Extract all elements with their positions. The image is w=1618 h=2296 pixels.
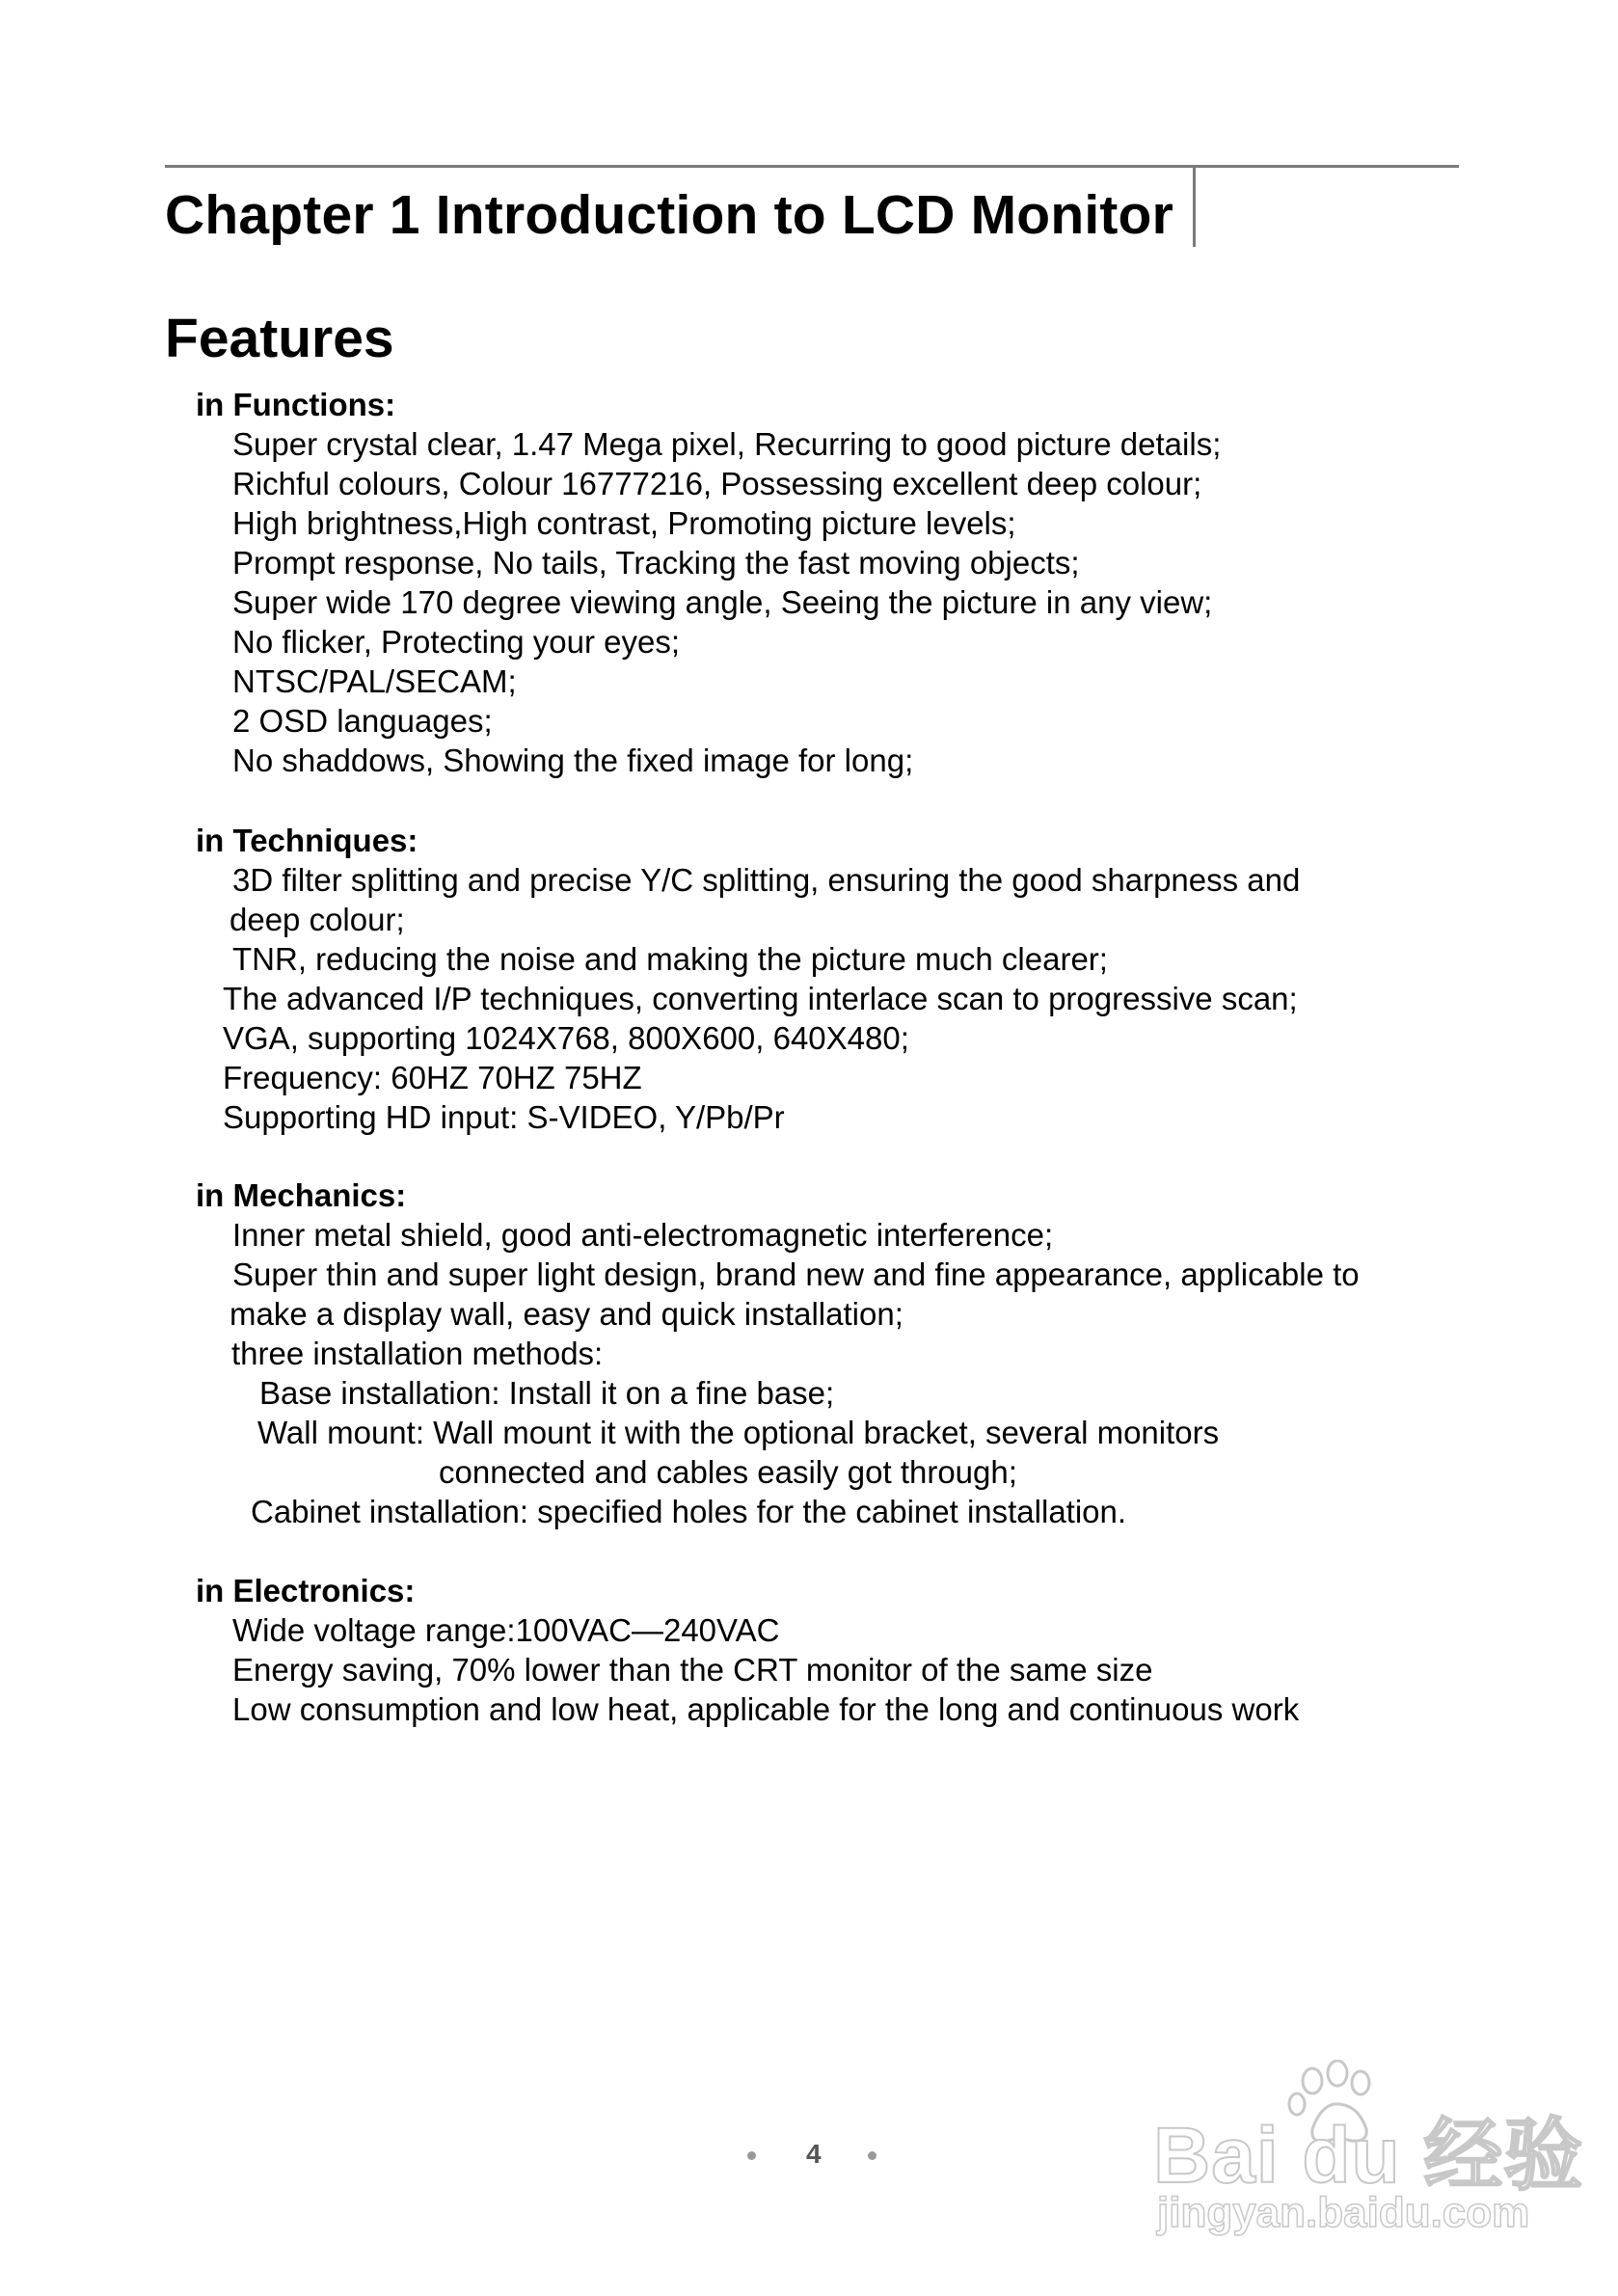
page-number: 4 (806, 2139, 822, 2169)
list-item: Wide voltage range:100VAC—240VAC (232, 1612, 780, 1648)
list-item: TNR, reducing the noise and making the picture much clearer; (232, 941, 1108, 977)
list-item: Energy saving, 70% lower than the CRT monitor of the same size (232, 1652, 1153, 1688)
list-item: Prompt response, No tails, Tracking the fast moving objects; (232, 545, 1080, 581)
section-heading-mechanics: in Mechanics: (196, 1177, 407, 1213)
list-item: Frequency: 60HZ 70HZ 75HZ (223, 1060, 642, 1095)
list-item: No shaddows, Showing the fixed image for long; (232, 743, 914, 778)
list-item: Low consumption and low heat, applicable for the long and continuous work (232, 1691, 1300, 1727)
list-item: No flicker, Protecting your eyes; (232, 624, 681, 660)
list-item: Cabinet installation: specified holes for the cabinet installation. (251, 1494, 1127, 1529)
watermark-url: jingyan.baidu.com (1157, 2189, 1530, 2236)
section-heading-electronics: in Electronics: (196, 1573, 416, 1608)
list-item: Richful colours, Colour 16777216, Possessing excellent deep colour; (232, 466, 1202, 501)
list-item: NTSC/PAL/SECAM; (232, 663, 517, 699)
list-item: Wall mount: Wall mount it with the optional bracket, several monitors (257, 1415, 1220, 1450)
page-dot-right (868, 2151, 876, 2160)
features-heading: Features (165, 308, 394, 369)
list-item: make a display wall, easy and quick installation; (229, 1296, 903, 1332)
list-item: 2 OSD languages; (232, 703, 493, 739)
list-item: Base installation: Install it on a fine base; (259, 1375, 835, 1411)
baidu-watermark (1153, 2060, 1584, 2253)
top-rule (165, 165, 1459, 168)
list-item: 3D filter splitting and precise Y/C splitting, ensuring the good sharpness and (232, 862, 1301, 898)
list-item: Inner metal shield, good anti-electromagnetic interference; (232, 1217, 1054, 1253)
watermark-logo: Bai du 经验 (1153, 2112, 1584, 2200)
section-heading-techniques: in Techniques: (196, 823, 418, 858)
list-item: connected and cables easily got through; (439, 1454, 1017, 1490)
list-item: Super crystal clear, 1.47 Mega pixel, Recurring to good picture details; (232, 426, 1222, 462)
list-item: three installation methods: (231, 1336, 604, 1371)
title-vertical-rule (1193, 165, 1196, 247)
chapter-title: Chapter 1 Introduction to LCD Monitor (165, 184, 1173, 246)
list-item: VGA, supporting 1024X768, 800X600, 640X480; (223, 1020, 909, 1056)
list-item: deep colour; (229, 902, 405, 937)
list-item: The advanced I/P techniques, converting interlace scan to progressive scan; (223, 981, 1298, 1016)
section-heading-functions: in Functions: (196, 387, 396, 422)
list-item: Supporting HD input: S-VIDEO, Y/Pb/Pr (223, 1099, 785, 1135)
list-item: Super thin and super light design, brand new and fine appearance, applicable to (232, 1256, 1360, 1292)
page-dot-left (747, 2151, 756, 2160)
list-item: Super wide 170 degree viewing angle, Seeing the picture in any view; (232, 584, 1213, 620)
list-item: High brightness,High contrast, Promoting picture levels; (232, 505, 1016, 541)
